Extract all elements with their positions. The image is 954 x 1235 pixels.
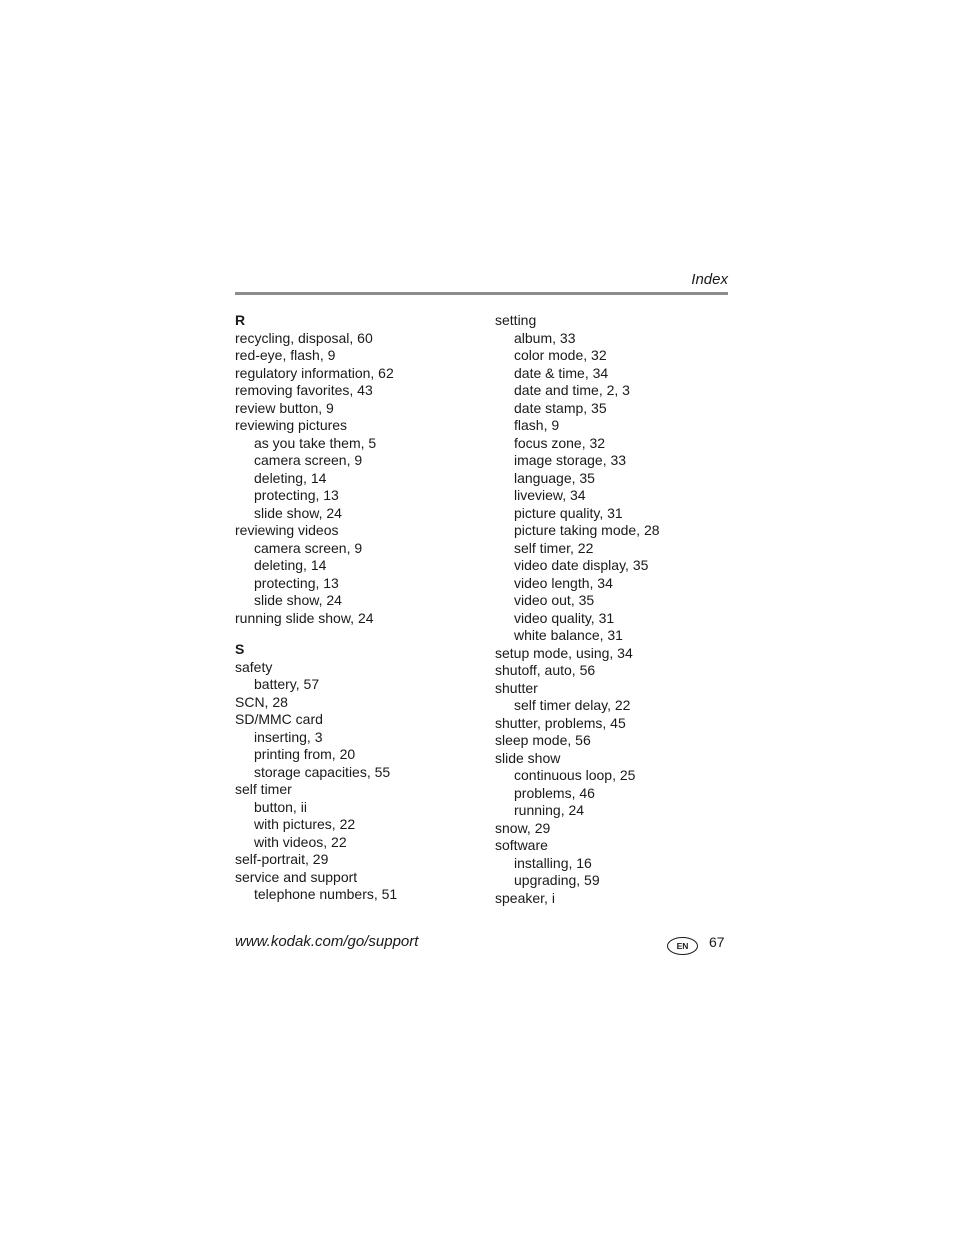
index-subentry: running, 24 <box>514 802 585 818</box>
index-subentry: album, 33 <box>514 329 576 346</box>
index-subentry: video quality, 31 <box>514 609 615 626</box>
index-subentry: liveview, 34 <box>514 487 586 503</box>
index-section-letter: R <box>235 312 246 328</box>
index-entry: sleep mode, 56 <box>495 732 591 748</box>
index-subentry: storage capacities, 55 <box>254 763 391 780</box>
index-entry: running slide show, 24 <box>235 609 374 626</box>
index-entry: setup mode, using, 34 <box>495 644 633 661</box>
index-subentry: date and time, 2, 3 <box>514 382 630 398</box>
index-subentry: flash, 9 <box>514 417 560 433</box>
index-entry: shutter, problems, 45 <box>495 714 626 731</box>
page-number: 67 <box>709 934 725 950</box>
index-subentry: slide show, 24 <box>254 592 342 608</box>
index-subentry: battery, 57 <box>254 676 320 692</box>
index-subentry: camera screen, 9 <box>254 452 363 468</box>
footer-support-link[interactable]: www.kodak.com/go/support <box>235 933 419 950</box>
index-entry: software <box>495 837 548 853</box>
index-subentry: problems, 46 <box>514 784 595 801</box>
index-subentry: camera screen, 9 <box>254 539 363 556</box>
index-subentry: date & time, 34 <box>514 364 609 381</box>
index-subentry: image storage, 33 <box>514 452 627 468</box>
index-subentry: language, 35 <box>514 469 595 486</box>
index-entry: speaker, i <box>495 889 555 906</box>
index-entry: regulatory information, 62 <box>235 364 394 381</box>
page-header-title: Index <box>691 271 728 288</box>
index-subentry: protecting, 13 <box>254 574 339 591</box>
index-subentry: picture quality, 31 <box>514 504 623 521</box>
index-subentry: date stamp, 35 <box>514 399 607 416</box>
index-subentry: picture taking mode, 28 <box>514 522 660 538</box>
index-subentry: white balance, 31 <box>514 627 623 643</box>
section-gap <box>235 627 485 641</box>
index-subentry: video out, 35 <box>514 592 595 608</box>
index-entry: reviewing pictures <box>235 417 348 433</box>
index-entry: review button, 9 <box>235 399 334 416</box>
index-subentry: self timer delay, 22 <box>514 697 631 713</box>
index-entry: SD/MMC card <box>235 711 323 727</box>
index-subentry: self timer, 22 <box>514 539 594 556</box>
index-subentry: inserting, 3 <box>254 728 323 745</box>
index-entry: self-portrait, 29 <box>235 851 329 867</box>
index-entry: setting <box>495 312 537 328</box>
header-divider <box>235 292 728 295</box>
index-entry: recycling, disposal, 60 <box>235 329 373 346</box>
index-entry: snow, 29 <box>495 819 551 836</box>
index-subentry: as you take them, 5 <box>254 434 377 451</box>
language-badge: EN <box>667 937 698 955</box>
index-subentry: protecting, 13 <box>254 487 339 503</box>
index-entry: shutoff, auto, 56 <box>495 662 596 678</box>
index-entry: shutter <box>495 679 538 696</box>
index-entry: safety <box>235 658 273 675</box>
index-entry: SCN, 28 <box>235 693 288 710</box>
index-entry: self timer <box>235 781 292 797</box>
index-subentry: deleting, 14 <box>254 469 327 486</box>
index-entry: slide show <box>495 749 561 766</box>
index-subentry: with pictures, 22 <box>254 816 356 832</box>
index-subentry: telephone numbers, 51 <box>254 886 398 902</box>
index-subentry: with videos, 22 <box>254 833 347 850</box>
index-subentry: installing, 16 <box>514 854 592 871</box>
index-subentry: printing from, 20 <box>254 746 356 762</box>
index-section-letter: S <box>235 641 245 657</box>
index-subentry: deleting, 14 <box>254 557 327 573</box>
index-subentry: video date display, 35 <box>514 557 649 573</box>
index-subentry: upgrading, 59 <box>514 872 600 888</box>
index-entry: red-eye, flash, 9 <box>235 347 336 363</box>
index-subentry: color mode, 32 <box>514 347 607 363</box>
index-subentry: button, ii <box>254 798 307 815</box>
index-subentry: focus zone, 32 <box>514 434 606 451</box>
index-entry: service and support <box>235 868 358 885</box>
index-subentry: continuous loop, 25 <box>514 767 636 783</box>
index-entry: reviewing videos <box>235 522 339 538</box>
index-entry: removing favorites, 43 <box>235 382 373 398</box>
index-column-left <box>235 312 485 904</box>
index-column-right <box>495 312 735 907</box>
index-subentry: slide show, 24 <box>254 504 342 521</box>
index-subentry: video length, 34 <box>514 574 613 591</box>
